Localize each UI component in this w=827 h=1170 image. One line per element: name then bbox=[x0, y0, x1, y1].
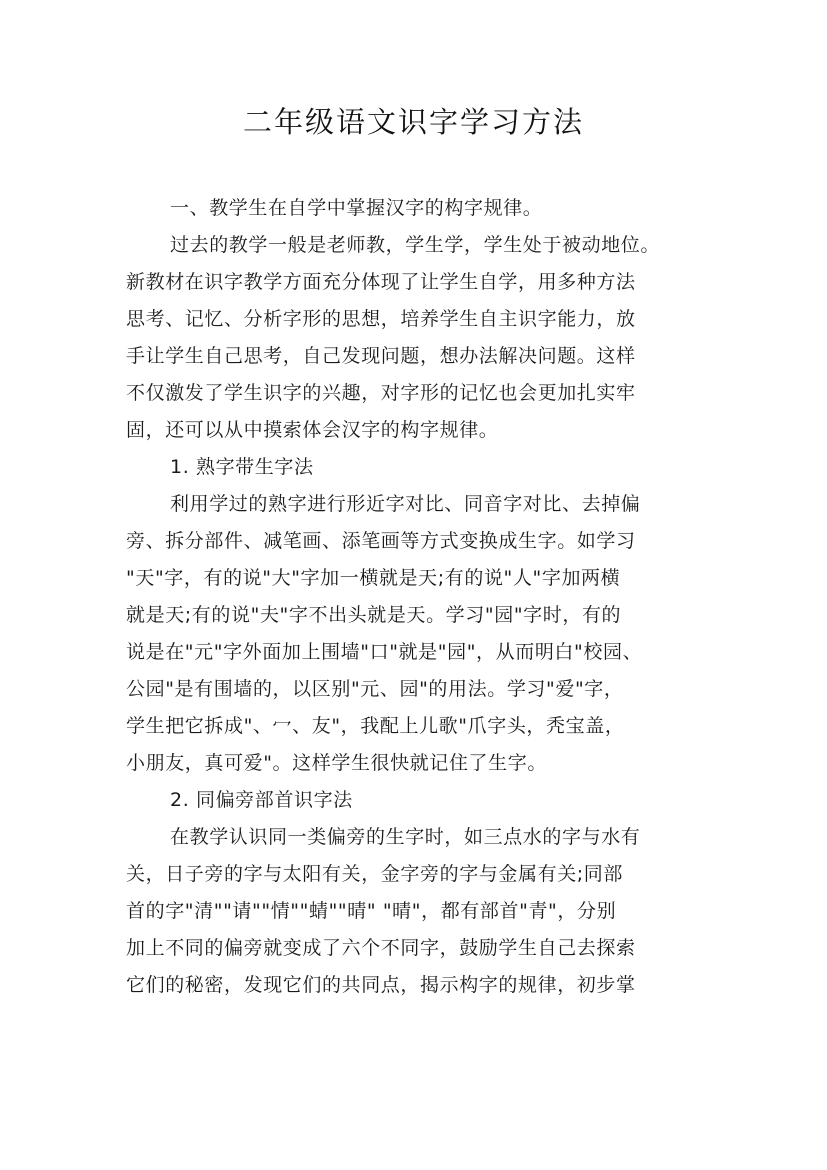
text-line: 说是在"元"字外面加上围墙"口"就是"园"，从而明白"校园、 bbox=[126, 641, 643, 663]
text-line: 它们的秘密，发现它们的共同点，揭示构字的规律，初步掌 bbox=[126, 974, 636, 996]
text-line: 手让学生自己思考，自己发现问题，想办法解决问题。这样 bbox=[126, 345, 636, 367]
document-title: 二年级语文识字学习方法 bbox=[242, 105, 584, 139]
text-line: 学生把它拆成"、冖、友"，我配上儿歌"爪字头，秃宝盖， bbox=[126, 715, 625, 737]
text-line: 就是天;有的说"夫"字不出头就是天。学习"园"字时，有的 bbox=[126, 604, 622, 626]
text-line: 过去的教学一般是老师教，学生学，学生处于被动地位。 bbox=[170, 234, 661, 256]
text-line: 思考、记忆、分析字形的思想，培养学生自主识字能力，放 bbox=[126, 308, 636, 330]
text-line: 1. 熟字带生字法 bbox=[170, 456, 314, 478]
text-line: 公园"是有围墙的，以区别"元、园"的用法。学习"爱"字， bbox=[126, 678, 624, 700]
text-line: 旁、拆分部件、减笔画、添笔画等方式变换成生字。如学习 bbox=[126, 530, 636, 552]
text-line: 加上不同的偏旁就变成了六个不同字，鼓励学生自己去探索 bbox=[126, 937, 636, 959]
text-line: 固，还可以从中摸索体会汉字的构字规律。 bbox=[126, 419, 499, 441]
text-line: 关，日子旁的字与太阳有关，金字旁的字与金属有关;同部 bbox=[126, 863, 624, 885]
text-line: 2. 同偏旁部首识字法 bbox=[170, 789, 353, 811]
text-line: 不仅激发了学生识字的兴趣，对字形的记忆也会更加扎实牢 bbox=[126, 382, 636, 404]
document-body bbox=[126, 190, 726, 1004]
text-line: "天"字，有的说"大"字加一横就是天;有的说"人"字加两横 bbox=[126, 567, 621, 589]
text-line: 一、教学生在自学中掌握汉字的构字规律。 bbox=[170, 197, 543, 219]
text-line: 利用学过的熟字进行形近字对比、同音字对比、去掉偏 bbox=[170, 493, 641, 515]
text-line: 在教学认识同一类偏旁的生字时，如三点水的字与水有 bbox=[170, 826, 641, 848]
text-line: 小朋友，真可爱"。这样学生很快就记住了生字。 bbox=[126, 752, 547, 774]
text-line: 首的字"清""请""情""蜻""晴" "晴"，都有部首"青"，分别 bbox=[126, 900, 617, 922]
text-line: 新教材在识字教学方面充分体现了让学生自学，用多种方法 bbox=[126, 271, 636, 293]
